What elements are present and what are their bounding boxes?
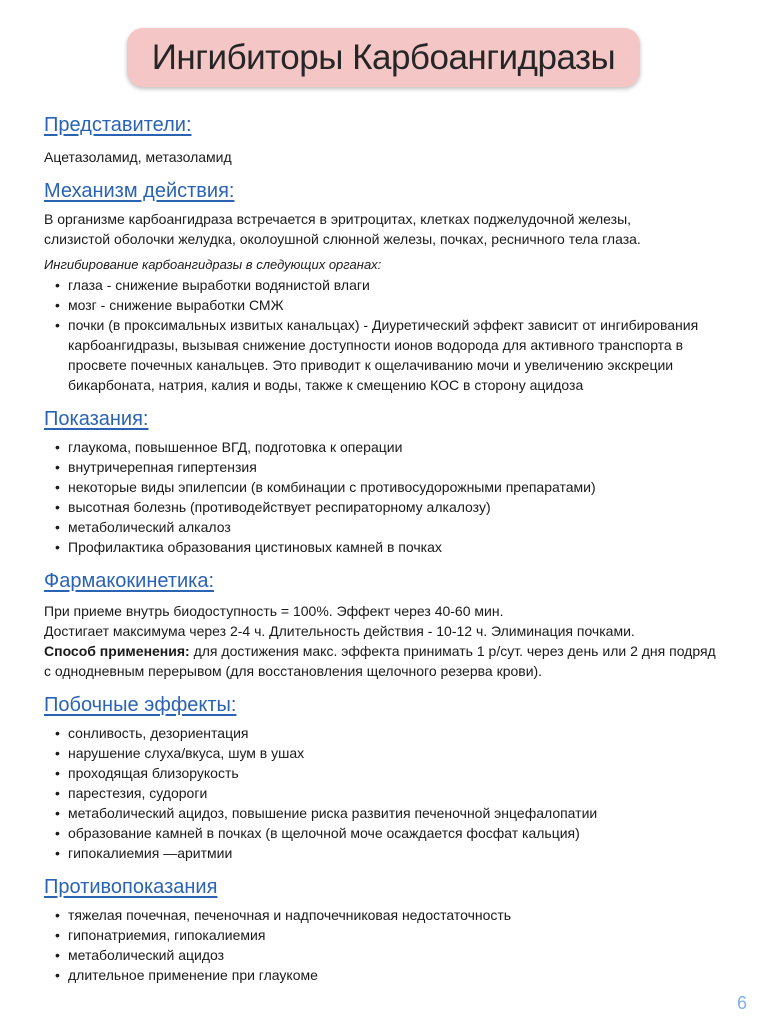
bullet-icon: •	[55, 947, 60, 963]
heading-indications: Показания:	[44, 408, 149, 430]
administration-method-label: Способ применения:	[44, 643, 190, 659]
bullet-icon: •	[55, 459, 60, 475]
section-indications	[44, 405, 724, 557]
heading-pharmacokinetics: Фармакокинетика:	[44, 570, 215, 592]
section-contraindications	[44, 873, 724, 985]
indications-list	[44, 437, 724, 557]
heading-side-effects: Побочные эффекты:	[44, 694, 237, 716]
list-item: • высотная болезнь (противодействует респираторному алкалозу)	[55, 499, 491, 515]
list-item: • метаболический ацидоз, повышение риска развития печеночной энцефалопатии	[55, 805, 598, 821]
page-title: Ингибиторы Карбоангидразы	[151, 37, 616, 77]
list-item: • внутричерепная гипертензия	[55, 459, 257, 475]
list-item: • некоторые виды эпилепсии (в комбинации с противосудорожными препаратами)	[55, 479, 596, 495]
bullet-icon: •	[55, 805, 60, 821]
list-item: • глаукома, повышенное ВГД, подготовка к операции	[55, 439, 403, 455]
mechanism-intro-line-2: слизистой оболочки желудка, околоушной слюнной железы, почках, ресничного тела глаза.	[44, 231, 641, 247]
representatives-text: Ацетазоламид, метазоламид	[44, 149, 232, 165]
heading-contraindications: Противопоказания	[44, 876, 218, 898]
pharmacokinetics-line-2: Достигает максимума через 2-4 ч. Длительность действия - 10-12 ч. Элиминация почками.	[44, 623, 635, 639]
section-pharmacokinetics	[44, 567, 724, 681]
list-item: • почки (в проксимальных извитых канальцах) - Диуретический эффект зависит от ингибирования карбоангидразы, вызывая снижение доступности ионов водорода для активного транспорта в просвете почечных канальцев. Это приводит к ощелачиванию мочи и увеличению экскреции бикарбоната, натрия, калия и воды, также к смещению КОС в сторону ацидоза	[55, 317, 699, 393]
bullet-icon: •	[55, 907, 60, 923]
list-item: • длительное применение при глаукоме	[55, 967, 318, 983]
heading-representatives: Представители:	[44, 114, 192, 136]
section-representatives	[44, 111, 724, 167]
administration-method-text: для достижения макс. эффекта принимать 1 р/сут. через день или 2 дня подряд с однодневным перерывом (для восстановления щелочного резерва крови).	[44, 643, 716, 679]
title-box	[127, 28, 640, 87]
section-side-effects	[44, 691, 724, 863]
administration-method	[44, 641, 724, 681]
bullet-icon: •	[55, 479, 60, 495]
list-item: • проходящая близорукость	[55, 765, 239, 781]
list-item: • сонливость, дезориентация	[55, 725, 249, 741]
list-item: • гипокалиемия —аритмии	[55, 845, 233, 861]
list-item: • глаза - снижение выработки водянистой влаги	[55, 277, 370, 293]
bullet-icon: •	[55, 277, 60, 293]
bullet-icon: •	[55, 297, 60, 313]
bullet-icon: •	[55, 539, 60, 555]
bullet-icon: •	[55, 927, 60, 943]
bullet-icon: •	[55, 725, 60, 741]
contraindications-list	[44, 905, 724, 985]
bullet-icon: •	[55, 845, 60, 861]
bullet-icon: •	[55, 519, 60, 535]
list-item: • нарушение слуха/вкуса, шум в ушах	[55, 745, 305, 761]
list-item: • образование камней в почках (в щелочной моче осаждается фосфат кальция)	[55, 825, 580, 841]
side-effects-list	[44, 723, 724, 863]
page-number: 6	[736, 993, 747, 1013]
bullet-icon: •	[55, 785, 60, 801]
mechanism-list	[44, 275, 724, 395]
list-item: • Профилактика образования цистиновых камней в почках	[55, 539, 442, 555]
bullet-icon: •	[55, 317, 60, 333]
section-mechanism	[44, 177, 724, 395]
mechanism-intro-line-1: В организме карбоангидраза встречается в эритроцитах, клетках поджелудочной железы,	[44, 211, 632, 227]
bullet-icon: •	[55, 439, 60, 455]
list-item: • метаболический ацидоз	[55, 947, 225, 963]
bullet-icon: •	[55, 765, 60, 781]
content	[44, 111, 724, 985]
list-item: • гипонатриемия, гипокалиемия	[55, 927, 266, 943]
list-item: • мозг - снижение выработки СМЖ	[55, 297, 284, 313]
bullet-icon: •	[55, 745, 60, 761]
mechanism-subcaption: Ингибирование карбоангидразы в следующих органах:	[44, 257, 382, 272]
bullet-icon: •	[55, 825, 60, 841]
pharmacokinetics-line-1: При приеме внутрь биодоступность = 100%. Эффект через 40-60 мин.	[44, 603, 504, 619]
list-item: • парестезия, судороги	[55, 785, 208, 801]
list-item: • тяжелая почечная, печеночная и надпочечниковая недостаточность	[55, 907, 512, 923]
list-item: • метаболический алкалоз	[55, 519, 231, 535]
bullet-icon: •	[55, 967, 60, 983]
heading-mechanism: Механизм действия:	[44, 180, 235, 202]
bullet-icon: •	[55, 499, 60, 515]
